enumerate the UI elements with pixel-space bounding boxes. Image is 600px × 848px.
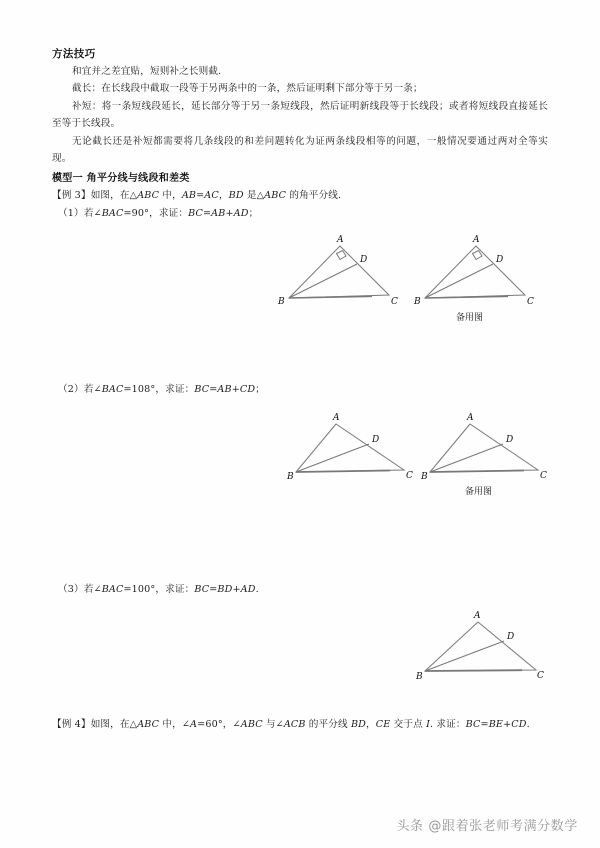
subproblem-2-wrap bbox=[52, 381, 548, 398]
subproblem-3 bbox=[52, 581, 548, 598]
triangle-abc-outline bbox=[296, 424, 404, 472]
subproblem-3-terminator: . bbox=[255, 584, 259, 595]
label-c: C bbox=[391, 297, 398, 307]
triangle-abc-outline bbox=[425, 622, 536, 671]
segment-bd bbox=[296, 444, 369, 472]
segment-bc-emphasis bbox=[289, 296, 372, 298]
subproblem-1 bbox=[52, 205, 548, 222]
subproblem-2-prove-label: ，求证： bbox=[155, 384, 195, 395]
spare-figure-caption: 备用图 bbox=[456, 313, 484, 323]
example4-text-c: =60° bbox=[197, 719, 223, 730]
subproblem-3-prove-label: ，求证： bbox=[155, 584, 195, 595]
label-d: D bbox=[360, 255, 368, 265]
label-c: C bbox=[527, 297, 534, 307]
paragraph-3: 补短：将一条短线段延长，延长部分等于另一条短线段，然后证明新线段等于长线段；或者将短线段直接延长至等于长线段。 bbox=[52, 100, 548, 130]
example4-text-f: 的平分线 bbox=[305, 719, 351, 730]
subproblem-2-index: （2） bbox=[58, 384, 84, 395]
example4-terminator: . bbox=[526, 719, 530, 730]
label-d: D bbox=[496, 255, 504, 265]
label-b: B bbox=[414, 297, 421, 307]
subproblem-1-terminator: ； bbox=[248, 207, 259, 219]
example3-text-4: 是△ bbox=[243, 190, 265, 202]
example3-text-5: 的角平分线. bbox=[286, 190, 342, 202]
label-a: A bbox=[333, 413, 340, 423]
figure-1b-spare bbox=[408, 232, 548, 327]
example4-var-abc: ABC bbox=[240, 719, 263, 730]
label-c: C bbox=[540, 471, 547, 481]
subproblem-1-angle-name: BAC bbox=[101, 207, 124, 219]
label-a: A bbox=[337, 235, 344, 245]
label-c: C bbox=[406, 471, 413, 481]
subproblem-2 bbox=[52, 381, 548, 398]
label-b: B bbox=[421, 472, 428, 482]
example3-eq-1: AB=AC bbox=[181, 190, 219, 202]
figure-2b-spare bbox=[420, 408, 570, 500]
example4-triangle: ABC bbox=[137, 719, 160, 730]
figure-1a-svg bbox=[272, 232, 412, 312]
figure-3-svg bbox=[408, 608, 558, 686]
subproblem-2-given: 若∠ bbox=[83, 384, 102, 395]
example4-text-b: 中，∠ bbox=[159, 719, 191, 730]
subproblem-2-conclusion: BC=AB+CD bbox=[194, 384, 256, 395]
section-heading: 方法技巧 bbox=[52, 48, 96, 60]
example3-triangle-2: ABC bbox=[264, 190, 287, 202]
document-content bbox=[52, 46, 548, 222]
figure-1a bbox=[272, 232, 412, 312]
label-c: C bbox=[537, 671, 544, 681]
label-a: A bbox=[467, 413, 474, 423]
subproblem-3-index: （3） bbox=[58, 584, 84, 595]
example4-var-i: I bbox=[426, 719, 431, 730]
example3-label: 【例 3】 bbox=[52, 190, 91, 202]
example4-var-bd: BD bbox=[350, 719, 367, 730]
figure-3 bbox=[408, 608, 558, 686]
example4-stem bbox=[52, 716, 548, 733]
subproblem-1-index: （1） bbox=[58, 207, 84, 219]
subproblem-1-conclusion: BC=AB+AD bbox=[188, 207, 249, 219]
spare-figure-caption: 备用图 bbox=[465, 487, 493, 497]
example3-text-3: ， bbox=[218, 190, 229, 202]
triangle-abc-outline bbox=[430, 424, 538, 472]
example4-var-acb: ACB bbox=[283, 719, 306, 730]
label-d: D bbox=[372, 435, 380, 445]
segment-bd bbox=[425, 641, 504, 671]
label-d: D bbox=[506, 435, 514, 445]
subproblem-3-conclusion: BC=BD+AD bbox=[194, 584, 256, 595]
figure-1b-svg bbox=[408, 232, 548, 327]
example4-text-i: . 求证： bbox=[430, 719, 466, 730]
example4-var-a: A bbox=[190, 719, 198, 730]
example4-wrap bbox=[52, 716, 548, 733]
figure-2a-svg bbox=[286, 408, 436, 486]
label-b: B bbox=[278, 297, 285, 307]
segment-bc-emphasis bbox=[296, 471, 390, 473]
paragraph-2: 截长：在长线段中截取一段等于另两条中的一条，然后证明剩下部分等于另一条； bbox=[72, 83, 423, 95]
right-angle-marker bbox=[473, 251, 483, 260]
label-b: B bbox=[287, 472, 294, 482]
segment-bd bbox=[430, 444, 503, 472]
label-a: A bbox=[473, 235, 480, 245]
paragraph-1: 和宜并之差宜贴，短则补之长则截. bbox=[72, 66, 222, 77]
example4-conclusion: BC=BE+CD bbox=[465, 719, 527, 730]
subproblem-3-angle-value: =100° bbox=[123, 584, 156, 595]
example4-text-e: 与∠ bbox=[262, 719, 284, 730]
example4-text-a: 如图，在△ bbox=[90, 719, 138, 730]
figure-2b-svg bbox=[420, 408, 570, 500]
segment-bd bbox=[289, 264, 357, 298]
subproblem-2-angle-name: BAC bbox=[101, 384, 124, 395]
segment-bc-emphasis bbox=[425, 296, 508, 298]
subproblem-3-given: 若∠ bbox=[83, 584, 102, 595]
subproblem-2-terminator: ； bbox=[255, 384, 265, 395]
example3-triangle-1: ABC bbox=[137, 190, 160, 202]
example4-text-g: ， bbox=[366, 719, 376, 730]
watermark-text: 头条 @跟着张老师考满分数学 bbox=[396, 819, 578, 834]
right-angle-marker bbox=[337, 251, 347, 260]
example3-text-2: 中， bbox=[159, 190, 182, 202]
example4-label: 【例 4】 bbox=[52, 719, 91, 730]
example4-text-h: 交于点 bbox=[390, 719, 427, 730]
paragraph-4: 无论截长还是补短都需要将几条线段的和差问题转化为证两条线段相等的问题，一般情况要通过两对全等实现。 bbox=[52, 135, 548, 165]
example3-eq-2: BD bbox=[228, 190, 244, 202]
subproblem-3-wrap bbox=[52, 581, 548, 598]
subproblem-3-angle-name: BAC bbox=[101, 584, 124, 595]
example3-stem bbox=[52, 187, 548, 204]
example3-text-1: 如图，在△ bbox=[90, 190, 138, 202]
subproblem-1-angle-value: =90° bbox=[123, 207, 150, 219]
segment-bc-emphasis bbox=[430, 471, 524, 473]
segment-bc-emphasis bbox=[425, 670, 522, 671]
subproblem-2-angle-value: =108° bbox=[123, 384, 156, 395]
label-d: D bbox=[507, 632, 515, 642]
segment-bd bbox=[425, 264, 493, 298]
label-b: B bbox=[416, 672, 423, 682]
subproblem-1-given: 若∠ bbox=[83, 207, 102, 219]
figure-2a bbox=[286, 408, 436, 486]
model-heading: 模型一 角平分线与线段和差类 bbox=[52, 173, 190, 185]
subproblem-1-prove-label: ，求证： bbox=[149, 207, 189, 219]
example4-var-ce: CE bbox=[375, 719, 391, 730]
example4-text-d: ，∠ bbox=[222, 719, 241, 730]
label-a: A bbox=[474, 611, 481, 621]
